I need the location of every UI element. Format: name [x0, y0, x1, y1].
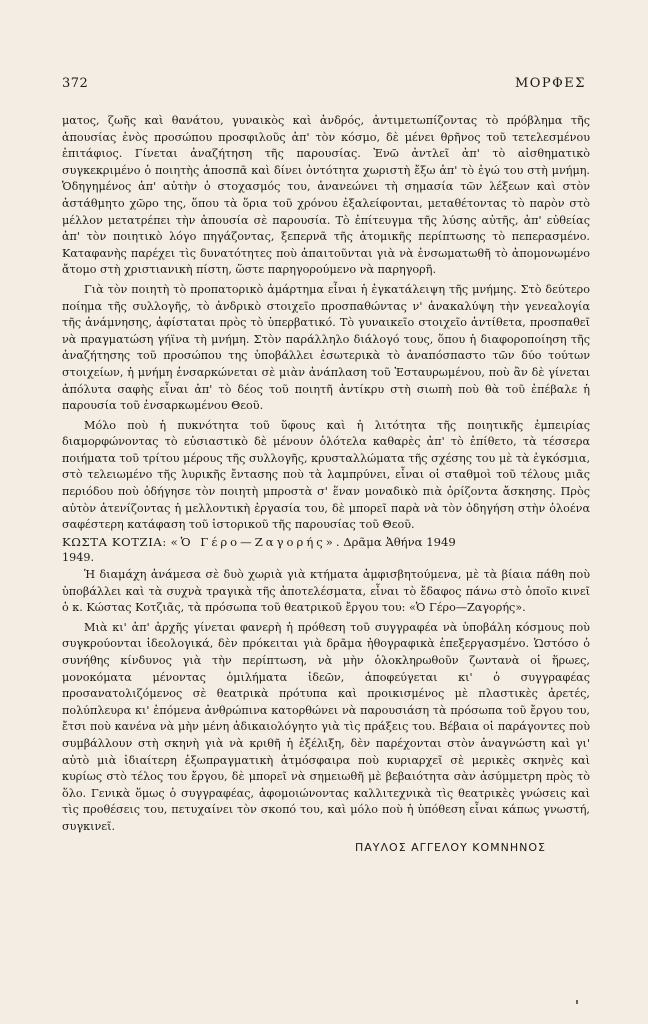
paragraph: Ἡ διαμάχη ἀνάμεσα σὲ δυὸ χωριὰ γιὰ κτήματα ἀμφισβητούμενα, μὲ τὰ βίαια πάθη ποὺ ὑποβάλλει καὶ τὰ συχνὰ τραγικὰ τῆς ἀποτελέσματα, εἶναι τὸ ἔδαφος πάνω στὸ ὁποῖο κινεῖ ὁ κ. Κώστας Κοτζιᾶς, τὰ πρόσωπα τοῦ θεατρικοῦ ἔργου του: «Ὁ Γέρο—Ζαγορής».	[62, 568, 590, 615]
paragraph: Μιὰ κι' ἀπ' ἀρχῆς γίνεται φανερὴ ἡ πρόθεση τοῦ συγγραφέα νὰ ὑποβάλη κόσμους ποὺ συγκρούονται ἰδεολογικά, δὲν πρόκειται γιὰ δρᾶμα ἠθογραφικὰ ἐπεξεργασμένο. Ὡστόσο ὁ συνήθης κίνδυνος γιὰ τὴν περίπτωση, νὰ μὴν ὁλοκληρωθοῦν ζωντανὰ οἱ ἥρωες, μονοκόματα μένοντας ὁμιλήματα ἰδεῶν, ἀποφεύγεται κι' ὁ συγγραφέας προσανατολιζόμενος σὲ θεατρικὰ πρότυπα καὶ προικισμένος μὲ πλαστικὲς ἀρετές, πολύπλευρα κι' ἑπόμενα ἀνθρώπινα κατορθώνει νὰ παρουσιάση τὰ πρόσωπα τοῦ ἔργου του, ἔτσι ποὺ κανένα νὰ μὴν μένη ἀδικαιολόγητο γιὰ τὶς πράξεις του. Βέβαια οἱ παράγοντες ποὺ συμβάλλουν στὴ σκηνὴ γιὰ νὰ κριθῆ ἡ ἐξέλιξη, δὲν παρέχονται στὸν ἀναγνώστη καὶ γι' αὐτὸ μιὰ ἰδιαίτερη ἐξωπραγματικὴ ἀτμόσφαιρα ποὺ κυριαρχεῖ σὲ μερικὲς σκηνὲς καὶ κυρίως στὸ τέλος του ἔργου, δὲ μπορεῖ νὰ σημειωθῆ μὲ βεβαιότητα σὰν ἀσύμμετρη πρὸς τὸ ὅλο. Γενικὰ ὅμως ὁ συγγραφέας, ἀφομοιώνοντας καλλιτεχνικὰ τὶς θεατρικὲς γνώσεις καὶ τὶς προθέσεις του, πετυχαίνει τὸν σκοπό του, καὶ μόλο ποὺ ἡ ὑπόθεση εἶναι κάπως γνωστή, συγκινεῖ.	[62, 620, 590, 833]
page-body	[62, 113, 590, 856]
review-imprint: . Δρᾶμα Ἀθήνα 1949	[335, 534, 456, 549]
running-head-journal-title: ΜΟΡΦΕΣ	[514, 76, 586, 91]
reviewer-signature: ΠΑΥΛΟΣ ΑΓΓΕΛΟΥ ΚΟΜΝΗΝΟΣ	[355, 840, 546, 854]
paragraph-continuation: ματος, ζωῆς καὶ θανάτου, γυναικὸς καὶ ἀνδρός, ἀντιμετωπίζοντας τὸ πρόβλημα τῆς ἀπουσίας ἑνὸς προσώπου προσφιλοῦς ἀπ' τὸν κόσμο, δὲ μένει θρῆνος τοῦ τετελεσμένου ἐπιτάφιος. Γίνεται ἀναζήτηση τῆς παρουσίας. Ἐνῶ ἀντλεῖ ἀπ' τὸ αἰσθηματικὸ συγκεκριμένο ὁ ποιητὴς ἀποσπᾶ καὶ δίνει ὀντότητα χωριστὴ ἔξω ἀπ' τὸ ἐγώ του στὴ μνήμη. Ὁδηγημένος ἀπ' αὐτὴν ὁ στοχασμός του, ἀνανεώνει τὴ σημασία τῶν λέξεων καὶ στὸν ἀστάθμητο χῶρο της, ὅπου τὰ ὅρια τοῦ χρόνου ἐξαλείφονται, μεταθέτοντας τὸ παρὸν στὸ μέλλον μετατρέπει τὴν ἀπουσία σὲ παρουσία. Τὸ ἐπίτευγμα τῆς λύσης αὐτῆς, ἀπ' εὐθείας ἀπ' τὸν ποιητικὸ λόγο πηγάζοντας, ξεπερνᾶ τῆς ἀτομικῆς περίπτωσης τὸ πεπερασμένο. Καταφανὴς παρέχει τὶς δυνατότητες ποὺ ἀπαιτοῦνται γιὰ νὰ ἐνσωματωθῆ τὸ ἀπομονωμένο ἄτομο στὴ χριστιανικὴ πίστη, ὥστε παρηγορούμενο νὰ παρηγορῆ.	[62, 114, 590, 277]
page-number: 372	[62, 76, 89, 91]
paper-speck	[576, 1000, 578, 1004]
paragraph: Μόλο ποὺ ἡ πυκνότητα τοῦ ὕφους καὶ ἡ λιτότητα τῆς ποιητικῆς ἐμπειρίας διαμορφώνοντας τὸ εὐσιαστικὸ δὲ μένουν ὁλότελα καθαρὲς ἀπ' τὸ ἐπίθετο, τὰ τέσσερα ποιήματα τοῦ τρίτου μέρους τῆς συλλογῆς, κρυσταλλώματα τῆς σχέσης του μὲ τὰ ἐγκόσμια, στὸ τελειωμένο τῆς λυρικῆς ἔντασης ποὺ τὰ λαμπρύνει, εἶναι οἱ σταθμοὶ τοῦ τέλους μιᾶς περιόδου ποὺ ὁδήγησε τὸν ποιητὴ μπροστὰ σ' ἕναν μοναδικὸ πιὰ ὁρίζοντα ἄσκησης. Πρὸς αὐτὸν ἀτενίζοντας ἡ μελλοντικὴ ἐργασία του, δὲ μπορεῖ παρὰ νὰ τὸν ὁδηγήση στὴν ὁλοένα σαφέστερη κατάφαση τοῦ ἱστορικοῦ τῆς παρουσίας τοῦ Θεοῦ.	[62, 418, 590, 532]
review-play-title: «Ὁ Γέρο—Ζαγορής»	[170, 534, 336, 549]
paragraph: Γιὰ τὸν ποιητὴ τὸ προπατορικὸ ἁμάρτημα εἶναι ἡ ἐγκατάλειψη τῆς μνήμης. Στὸ δεύτερο ποίημα τῆς συλλογῆς, τὸ ἀνδρικὸ στοιχεῖο προσπαθώντας ν' ἀνακαλύψη τὴν γενεαλογία τῆς ἀνάμνησης, ἀφίσταται πρὸς τὸ ὑπερβατικό. Τὸ γυναικεῖο στοιχεῖο ἀντίθετα, προσπαθεῖ νὰ πραγματώση γήϊνα τὴ μνήμη. Στὸν παράλληλο διάλογό τους, ὅπου ἡ διαφοροποίηση τῆς ἀναζήτησης τοῦ προσώπου της ὑποβάλλει ἐσωτερικὰ τὸ ἀναπόσπαστο τῶν δύο τούτων στοιχείων, ἡ μνήμη ἐνσαρκώνεται σὲ μιὰν ἀνάπλαση τοῦ Ἐσταυρωμένου, ποὺ ἂν δὲ γίνεται ἀπόλυτα σαφὴς εἶναι ἀπ' τὸ δέος τοῦ ποιητῆ ἀντίκρυ στὴ σιωπὴ ποὺ θὰ τοῦ ἐπέβαλε ἡ παρουσία τοῦ ἐνσαρκωμένου Θεοῦ.	[62, 282, 590, 413]
review-heading	[62, 534, 590, 551]
review-year: 1949.	[62, 551, 95, 565]
review-author: ΚΩΣΤΑ ΚΟΤΖΙΑ:	[62, 534, 167, 549]
